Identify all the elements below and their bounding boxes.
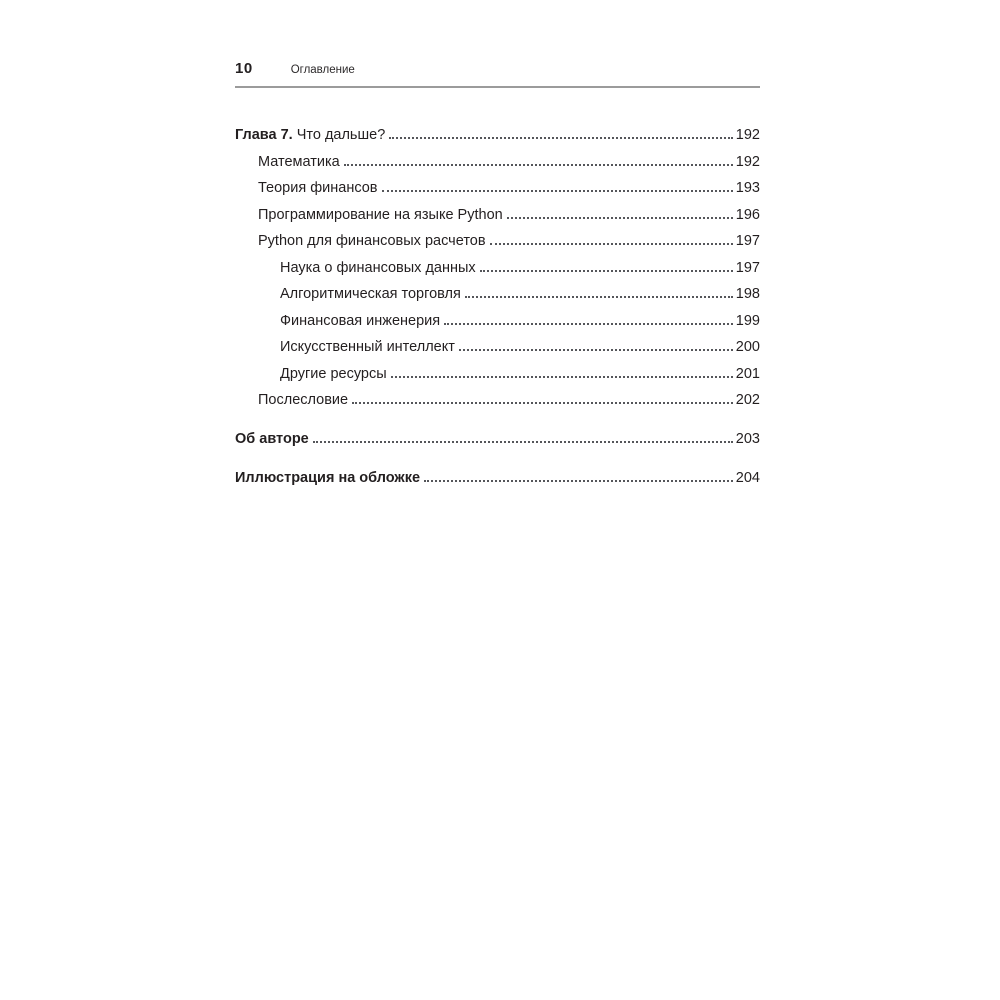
toc-entry-page-number: 198: [735, 286, 760, 302]
toc-entry-title: Python для финансовых расчетов: [258, 233, 486, 249]
running-header-title: Оглавление: [290, 64, 355, 76]
toc-entry-title: Алгоритмическая торговля: [280, 286, 461, 302]
toc-entry: [235, 308, 760, 335]
toc-entry: [235, 465, 760, 492]
toc-entry-page-number: 193: [735, 180, 760, 196]
toc-entry-page-number: 203: [735, 431, 760, 447]
toc-entry-page-number: 204: [735, 470, 760, 486]
toc-entry-page-number: 197: [735, 259, 760, 276]
toc-entry-page-number: 196: [735, 206, 760, 223]
dotted-leader: [490, 243, 733, 245]
toc-entry-label: [235, 149, 340, 176]
toc-entry: [235, 228, 760, 255]
toc-entry-label: [235, 255, 476, 282]
toc-entry-page-number: 199: [735, 312, 760, 329]
dotted-leader: [389, 137, 733, 139]
dotted-leader: [344, 164, 733, 166]
dotted-leader: [313, 441, 733, 443]
toc-entry-title: Теория финансов: [258, 180, 378, 196]
page-content: [235, 60, 760, 492]
toc-entry-title: Программирование на языке Python: [258, 206, 503, 223]
toc-entry-label: [235, 281, 461, 308]
toc-entry-page-number: 201: [735, 365, 760, 382]
toc-entry-page-number: 192: [735, 153, 760, 170]
dotted-leader: [391, 376, 733, 378]
toc-entry-title: Об авторе: [235, 431, 309, 447]
toc-entry-label: [235, 387, 348, 414]
dotted-leader: [459, 349, 733, 351]
toc-entry-label: [235, 465, 420, 492]
toc-entry: [235, 122, 760, 149]
toc-entry: [235, 202, 760, 229]
toc-entry-page-number: 192: [735, 127, 760, 143]
dotted-leader: [352, 402, 733, 404]
toc-entry: [235, 175, 760, 202]
dotted-leader: [424, 480, 733, 482]
toc-entry-page-number: 200: [735, 339, 760, 355]
dotted-leader: [507, 217, 733, 219]
dotted-leader: [444, 323, 733, 325]
toc-entry-title: Искусственный интеллект: [280, 339, 455, 355]
toc-entry-title: Другие ресурсы: [280, 365, 387, 382]
dotted-leader: [465, 296, 733, 298]
toc-entry-label: [235, 361, 387, 388]
dotted-leader: [480, 270, 733, 272]
toc-entry: [235, 281, 760, 308]
page-folio-number: 10: [235, 60, 253, 77]
toc-entry-title: Финансовая инженерия: [280, 312, 441, 329]
table-of-contents: [235, 122, 760, 492]
toc-entry-title: Наука о финансовых данных: [280, 259, 476, 276]
toc-entry-title: Что дальше?: [292, 127, 386, 143]
dotted-leader: [382, 190, 733, 192]
toc-entry-label: [235, 308, 440, 335]
toc-entry: [235, 149, 760, 176]
toc-entry-title: Иллюстрация на обложке: [235, 470, 421, 486]
toc-entry-label: [235, 175, 378, 202]
toc-entry: [235, 361, 760, 388]
toc-entry-label: [235, 202, 503, 229]
toc-entry-label: [235, 426, 309, 453]
toc-entry-page-number: 197: [735, 233, 760, 249]
running-header: [235, 60, 760, 88]
toc-entry-chapter-prefix: Глава 7.: [235, 127, 293, 143]
toc-entry-title: Послесловие: [258, 392, 349, 408]
toc-entry: [235, 255, 760, 282]
toc-entry-label: [235, 334, 455, 361]
toc-entry: [235, 426, 760, 453]
toc-entry-page-number: 202: [735, 392, 760, 408]
toc-entry: [235, 387, 760, 414]
toc-entry-title: Математика: [258, 153, 340, 170]
toc-entry-label: [235, 122, 385, 149]
toc-entry: [235, 334, 760, 361]
toc-entry-label: [235, 228, 486, 255]
